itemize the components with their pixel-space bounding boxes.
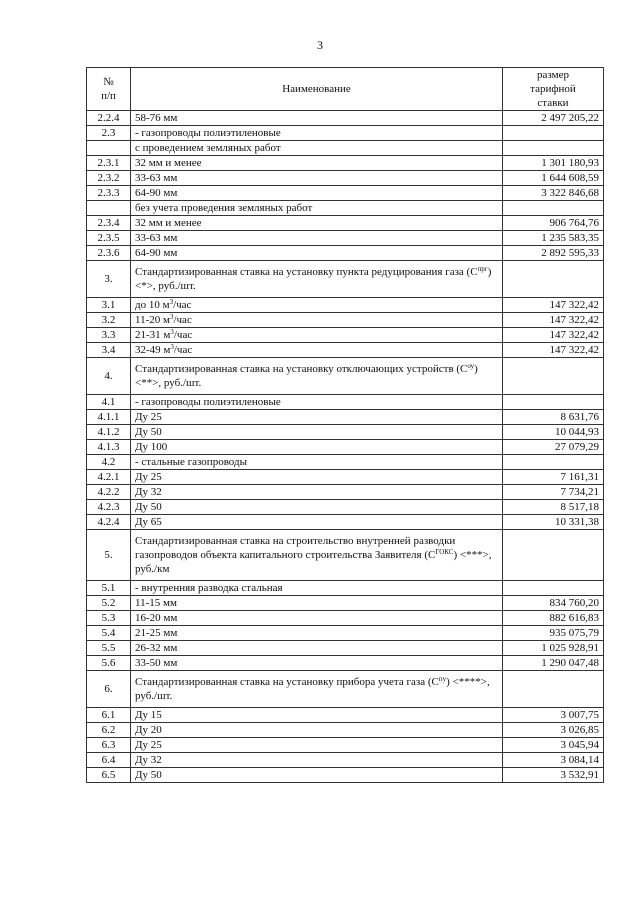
- row-name: Ду 25: [131, 470, 503, 485]
- table-row: [87, 440, 604, 455]
- table-row: [87, 500, 604, 515]
- row-name-superscript: 3: [169, 298, 174, 306]
- row-name: 33-63 мм: [131, 231, 503, 246]
- row-number: 5.4: [87, 626, 131, 641]
- row-name: - газопроводы полиэтиленовые: [131, 126, 503, 141]
- row-number: 4.2.2: [87, 485, 131, 500]
- row-name: 21-25 мм: [131, 626, 503, 641]
- row-value: [503, 358, 604, 395]
- row-name-text: 21-31 м: [135, 329, 171, 341]
- row-name: 64-90 мм: [131, 186, 503, 201]
- table-row: [87, 171, 604, 186]
- row-name: с проведением земляных работ: [131, 141, 503, 156]
- row-name: Ду 65: [131, 515, 503, 530]
- table-row: [87, 201, 604, 216]
- row-value: [503, 581, 604, 596]
- row-number: [87, 141, 131, 156]
- table-row: [87, 126, 604, 141]
- row-number: 2.3.2: [87, 171, 131, 186]
- row-value: 7 734,21: [503, 485, 604, 500]
- row-value: [503, 261, 604, 298]
- row-number: 4.2.1: [87, 470, 131, 485]
- row-name: [131, 530, 503, 581]
- row-name: Ду 32: [131, 485, 503, 500]
- row-number: 4.1: [87, 395, 131, 410]
- row-name: [131, 313, 503, 328]
- table-row: [87, 768, 604, 783]
- row-name: Ду 25: [131, 738, 503, 753]
- row-name: - стальные газопроводы: [131, 455, 503, 470]
- row-name: 33-63 мм: [131, 171, 503, 186]
- row-name-text: Стандартизированная ставка на установку отключающих устройств (С: [135, 363, 468, 375]
- row-name-superscript: ГОКС: [435, 548, 454, 556]
- header-name-column: Наименование: [131, 68, 503, 111]
- row-value: [503, 455, 604, 470]
- table-row: [87, 328, 604, 343]
- table-body: [87, 111, 604, 783]
- row-name: - газопроводы полиэтиленовые: [131, 395, 503, 410]
- row-value: [503, 141, 604, 156]
- table-row: [87, 485, 604, 500]
- row-name: без учета проведения земляных работ: [131, 201, 503, 216]
- table-row: [87, 246, 604, 261]
- row-number: [87, 201, 131, 216]
- row-value: 1 301 180,93: [503, 156, 604, 171]
- section-row: [87, 358, 604, 395]
- row-value: 147 322,42: [503, 298, 604, 313]
- table-row: [87, 313, 604, 328]
- row-name-suffix: ) <****>, руб./шт.: [135, 676, 490, 702]
- row-value: 1 235 583,35: [503, 231, 604, 246]
- table-row: [87, 723, 604, 738]
- row-name-suffix: /час: [173, 299, 192, 311]
- row-number: 6.5: [87, 768, 131, 783]
- row-value: 1 025 928,91: [503, 641, 604, 656]
- table-row: [87, 111, 604, 126]
- row-number: 4.: [87, 358, 131, 395]
- row-name-suffix: ) <*>, руб./шт.: [135, 266, 492, 292]
- row-value: 27 079,29: [503, 440, 604, 455]
- row-value: 8 517,18: [503, 500, 604, 515]
- row-name-superscript: 3: [169, 313, 174, 321]
- row-number: 4.1.2: [87, 425, 131, 440]
- row-value: 147 322,42: [503, 343, 604, 358]
- row-name: [131, 358, 503, 395]
- row-name-suffix: /час: [173, 329, 193, 341]
- table-row: [87, 641, 604, 656]
- section-row: [87, 671, 604, 708]
- row-name: 64-90 мм: [131, 246, 503, 261]
- row-value: 2 892 595,33: [503, 246, 604, 261]
- header-value-line2: тарифной: [530, 83, 576, 95]
- row-number: 4.1.3: [87, 440, 131, 455]
- row-number: 4.1.1: [87, 410, 131, 425]
- row-name-suffix: ) <**>, руб./шт.: [135, 363, 478, 389]
- row-name-superscript: оу: [467, 362, 475, 370]
- row-number: 4.2.4: [87, 515, 131, 530]
- row-number: 5.: [87, 530, 131, 581]
- row-name: [131, 343, 503, 358]
- row-name: Ду 50: [131, 500, 503, 515]
- row-name: Ду 50: [131, 425, 503, 440]
- row-name: - внутренняя разводка стальная: [131, 581, 503, 596]
- table-row: [87, 298, 604, 313]
- table-row: [87, 753, 604, 768]
- row-value: 3 045,94: [503, 738, 604, 753]
- row-number: 5.6: [87, 656, 131, 671]
- table-row: [87, 186, 604, 201]
- row-name-text: Стандартизированная ставка на строительство внутренней разводки газопроводов объекта капитального строительства Заявителя (С: [135, 535, 456, 561]
- row-value: 1 644 608,59: [503, 171, 604, 186]
- row-number: 5.5: [87, 641, 131, 656]
- table-row: [87, 656, 604, 671]
- row-name: 33-50 мм: [131, 656, 503, 671]
- row-value: 906 764,76: [503, 216, 604, 231]
- row-number: 5.3: [87, 611, 131, 626]
- row-number: 3.4: [87, 343, 131, 358]
- row-number: 6.2: [87, 723, 131, 738]
- table-row: [87, 708, 604, 723]
- header-number-line1: №: [103, 76, 114, 88]
- row-number: 4.2.3: [87, 500, 131, 515]
- row-value: 8 631,76: [503, 410, 604, 425]
- row-value: [503, 530, 604, 581]
- row-name-superscript: 3: [170, 343, 174, 351]
- row-name-text: 11-20 м: [135, 314, 170, 326]
- row-value: 3 084,14: [503, 753, 604, 768]
- row-value: [503, 126, 604, 141]
- table-header-row: [87, 68, 604, 111]
- row-value: [503, 201, 604, 216]
- row-name-text: Стандартизированная ставка на установку прибора учета газа (С: [135, 676, 439, 688]
- table-row: [87, 410, 604, 425]
- row-name-text: Стандартизированная ставка на установку пункта редуцирования газа (С: [135, 266, 478, 278]
- table-row: [87, 611, 604, 626]
- row-number: 3.: [87, 261, 131, 298]
- header-value-line1: размер: [537, 69, 569, 81]
- table-row: [87, 231, 604, 246]
- row-name: [131, 298, 503, 313]
- row-name: 32 мм и менее: [131, 156, 503, 171]
- row-value: [503, 671, 604, 708]
- row-name: [131, 261, 503, 298]
- row-number: 6.3: [87, 738, 131, 753]
- row-value: 147 322,42: [503, 313, 604, 328]
- row-name-suffix: /час: [173, 344, 193, 356]
- row-value: 10 044,93: [503, 425, 604, 440]
- table-row: [87, 738, 604, 753]
- row-name-superscript: прг: [477, 265, 488, 273]
- table-row: [87, 626, 604, 641]
- row-number: 4.2: [87, 455, 131, 470]
- row-name: Ду 15: [131, 708, 503, 723]
- table-row: [87, 343, 604, 358]
- row-value: 3 532,91: [503, 768, 604, 783]
- row-name-superscript: пу: [438, 675, 447, 683]
- row-name: Ду 20: [131, 723, 503, 738]
- table-row: [87, 470, 604, 485]
- row-number: 2.3: [87, 126, 131, 141]
- table-row: [87, 596, 604, 611]
- row-name: [131, 671, 503, 708]
- table-row: [87, 156, 604, 171]
- row-name-suffix: /час: [173, 314, 192, 326]
- table-row: [87, 141, 604, 156]
- row-name: Ду 25: [131, 410, 503, 425]
- row-name: Ду 32: [131, 753, 503, 768]
- row-value: [503, 395, 604, 410]
- table-row: [87, 455, 604, 470]
- tariff-table: [86, 67, 604, 783]
- row-name-text: 32-49 м: [135, 344, 171, 356]
- row-name-superscript: 3: [170, 328, 174, 336]
- row-name-suffix: ) <***>, руб./км: [135, 549, 492, 575]
- row-name: 26-32 мм: [131, 641, 503, 656]
- row-name: 58-76 мм: [131, 111, 503, 126]
- row-value: 3 322 846,68: [503, 186, 604, 201]
- table-row: [87, 395, 604, 410]
- table-row: [87, 425, 604, 440]
- row-number: 3.3: [87, 328, 131, 343]
- row-number: 5.1: [87, 581, 131, 596]
- row-value: 10 331,38: [503, 515, 604, 530]
- row-value: 147 322,42: [503, 328, 604, 343]
- row-number: 3.2: [87, 313, 131, 328]
- row-value: 935 075,79: [503, 626, 604, 641]
- row-name-text: до 10 м: [135, 299, 170, 311]
- row-name: Ду 50: [131, 768, 503, 783]
- row-value: 7 161,31: [503, 470, 604, 485]
- row-number: 2.3.1: [87, 156, 131, 171]
- row-number: 2.2.4: [87, 111, 131, 126]
- table-row: [87, 216, 604, 231]
- row-number: 6.1: [87, 708, 131, 723]
- row-name: Ду 100: [131, 440, 503, 455]
- row-name: 32 мм и менее: [131, 216, 503, 231]
- header-number-line2: п/п: [101, 90, 116, 102]
- row-number: 2.3.3: [87, 186, 131, 201]
- header-value-column: [503, 68, 604, 111]
- header-number-column: [87, 68, 131, 111]
- row-number: 5.2: [87, 596, 131, 611]
- header-value-line3: ставки: [537, 97, 569, 109]
- row-number: 2.3.4: [87, 216, 131, 231]
- row-number: 2.3.6: [87, 246, 131, 261]
- row-number: 6.: [87, 671, 131, 708]
- row-value: 3 026,85: [503, 723, 604, 738]
- row-number: 6.4: [87, 753, 131, 768]
- section-row: [87, 261, 604, 298]
- row-name: [131, 328, 503, 343]
- row-name: 11-15 мм: [131, 596, 503, 611]
- row-value: 834 760,20: [503, 596, 604, 611]
- row-value: 2 497 205,22: [503, 111, 604, 126]
- row-number: 2.3.5: [87, 231, 131, 246]
- table-row: [87, 581, 604, 596]
- row-value: 882 616,83: [503, 611, 604, 626]
- section-row: [87, 530, 604, 581]
- row-name: 16-20 мм: [131, 611, 503, 626]
- table-row: [87, 515, 604, 530]
- row-number: 3.1: [87, 298, 131, 313]
- page-number: 3: [317, 38, 323, 52]
- row-value: 1 290 047,48: [503, 656, 604, 671]
- row-value: 3 007,75: [503, 708, 604, 723]
